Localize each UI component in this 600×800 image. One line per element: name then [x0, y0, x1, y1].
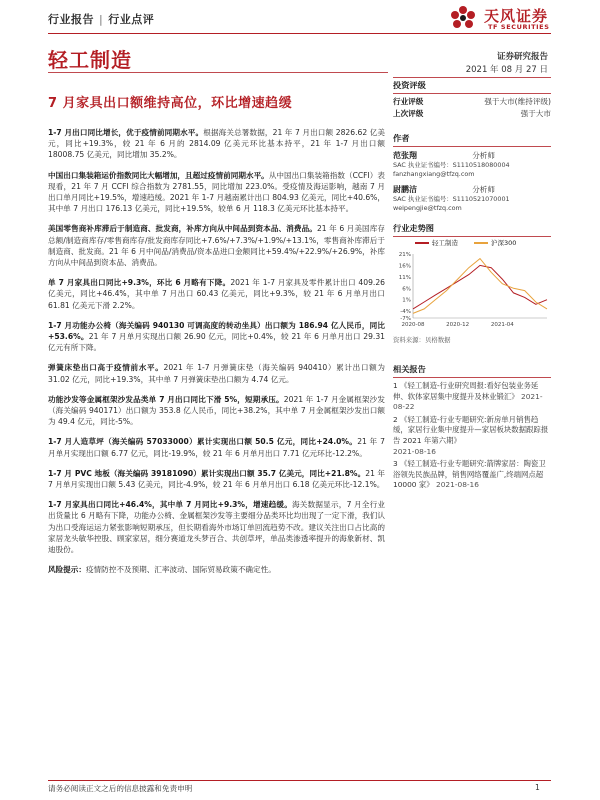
related-item[interactable] [393, 459, 551, 491]
legend-label: 轻工制造 [432, 239, 458, 247]
report-date: 2021 年 08 月 27 日 [465, 65, 548, 75]
brand-name-en: TF SECURITIES [488, 23, 550, 31]
page-number: 1 [535, 783, 540, 792]
breadcrumb [48, 11, 154, 27]
paragraph-lead: 1-7 月人造草坪（海关编码 57033000）累计实现出口额 50.5 亿元，同比+24.0%。 [48, 437, 358, 447]
footer-disclaimer: 请务必阅读正文之后的信息披露和免责申明 [48, 784, 193, 793]
authors-title: 作者 [393, 133, 410, 143]
trend-panel [393, 223, 551, 237]
related-title: 相关报告 [393, 364, 426, 374]
body-paragraph [48, 394, 385, 428]
paragraph-text: 21 年 7 月单月实现出口额 5.43 亿美元，同比-4.9%，较 21 年 6 月单月出口 6.18 亿美元环比-12.1%。 [48, 468, 385, 490]
analyst-email[interactable]: fanzhangxiang@tfzq.com [393, 170, 475, 178]
brand-name: 天风证券 [484, 7, 549, 25]
related-item[interactable] [393, 415, 551, 457]
paragraph-lead: 中国出口集装箱运价指数同比大幅增加，且超过疫情前同期水平。 [48, 170, 269, 180]
header-divider [48, 33, 551, 34]
analyst-header [393, 150, 551, 161]
related-divider [393, 377, 551, 378]
trend-title: 行业走势图 [393, 223, 434, 233]
breadcrumb-report: 行业报告 [48, 13, 94, 26]
x-tick-label: 2020-08 [401, 322, 425, 328]
analyst-header [393, 184, 551, 195]
related-item-text: 1 《轻工制造-行业研究周报:看好包装业务延伸、软体家居集中度提升及林业锻汇》 [393, 381, 539, 401]
paragraph-lead: 弹簧床垫出口高于疫情前水平。 [48, 363, 164, 373]
related-item-date: 2021-08-22 [393, 391, 543, 412]
paragraph-text: 从中国出口集装箱指数（CCFI）表现看，21 年 7 月 CCFI 综合指数为 2781.55，同比增加 223.0%。受疫情及海运影响，越南 7 月出口单月同比+19.5%，增速趋缓。2021 年 1-7 月越南累计出口 804.93 亿美元，同比+40.6%，其中单 7 月出口 176.13 亿美元，同比+19.5%，较单 6 月 118.3 亿美元环比基本持平。 [48, 170, 386, 214]
body-paragraph [48, 436, 385, 458]
paragraph-lead: 风险提示： [48, 565, 86, 575]
y-tick-label: 1% [402, 297, 411, 304]
brand-logo [446, 4, 551, 34]
prev-rating-row [393, 108, 551, 120]
authors-divider [393, 146, 551, 147]
y-tick-label: 11% [398, 274, 411, 281]
body-paragraph [48, 499, 385, 555]
legend-label: 沪深300 [491, 239, 517, 247]
title-divider [48, 72, 388, 73]
related-item-date: 2021-08-16 [436, 480, 479, 490]
paragraph-lead: 1-7 月功能办公椅（海关编码 940130 可调高度的转动坐具）出口额为 186.94 亿人民币，同比+53.6%。 [48, 320, 385, 342]
related-list [393, 381, 551, 491]
report-body [48, 127, 385, 585]
footer-divider [48, 780, 551, 781]
report-type: 证券研究报告 [496, 52, 548, 62]
y-tick-label: 21% [398, 252, 411, 258]
rating-row [393, 96, 551, 108]
body-paragraph [48, 127, 385, 161]
paragraph-lead: 1-7 月 PVC 地板（海关编码 39181090）累计实现出口额 35.7 亿美元，同比+21.8%。 [48, 468, 366, 478]
paragraph-text: 疫情防控不及预期、汇率波动、国际贸易政策不确定性。 [85, 565, 276, 575]
sector-title: 轻工制造 [48, 48, 132, 72]
paragraph-lead: 单 7 月家具出口同比+9.3%，环比 6 月略有下降。 [48, 278, 231, 288]
analyst-cert: SAC 执业证书编号：S1110518080004 [393, 161, 510, 169]
series-line [413, 259, 547, 314]
trend-divider [393, 236, 551, 237]
analyst-role: 分析师 [472, 151, 495, 160]
paragraph-lead: 1-7 月出口同比增长，优于疫情前同期水平。 [48, 128, 204, 137]
body-paragraph [48, 223, 385, 268]
trend-chart-svg [393, 238, 551, 330]
paragraph-text: 2021 年 1-7 月弹簧床垫（海关编码 940410）累计出口额为 31.02 亿元，同比+19.3%，其中单 7 月弹簧床垫出口额为 4.74 亿元。 [48, 363, 385, 384]
risk-warning [48, 564, 385, 575]
rating-value: 强于大市(维持评级) [484, 97, 551, 106]
prev-rating-value: 强于大市 [520, 109, 551, 118]
body-paragraph [48, 320, 385, 354]
authors-panel [393, 133, 551, 213]
paragraph-text: 2021 年 1-7 月家具及零件累计出口 409.26 亿美元，同比+46.4%，其中单 7 月出口 60.43 亿美元，同比+9.3%，较 21 年 6 月单月出口 61.81 亿美元下滑 2.2%。 [48, 278, 385, 310]
paragraph-lead: 功能沙发等金属框架沙发品类单 7 月出口同比下滑 5%，短期承压。 [48, 394, 284, 404]
related-item-text: 3 《轻工制造-行业专题研究:箭牌家居：陶瓷卫浴领先民族品牌，销售网络覆盖广,终端网点超 10000 家》 [393, 459, 546, 490]
paragraph-text: 海关数据显示，7 月全行业出货量比 6 月略有下降，功能办公椅、金属框架沙发等主要细分品类环比均出现了一定下滑，我们认为出口受海运运力紧张影响短期承压，但长期看海外市场订单回流趋势不改。建议关注出口占比高的家居龙头敏华控股、顾家家居，细分赛道龙头梦百合、共创草坪，单品类渗透率提升的海象新材、凯迪股份。 [48, 500, 385, 555]
x-tick-label: 2021-04 [490, 322, 514, 328]
analyst-name: 范张翔 [393, 151, 417, 160]
headline: 7 月家具出口额维持高位，环比增速趋缓 [48, 96, 293, 111]
related-item[interactable] [393, 381, 551, 413]
related-panel [393, 364, 551, 493]
y-tick-label: 6% [402, 286, 411, 293]
y-tick-label: -4% [400, 309, 411, 316]
paragraph-text: 根据海关总署数据，21 年 7 月出口额 2826.62 亿美元，同比+19.3%，较 21 年 6 月的 2814.09 亿美元环比基本持平，21 年 1-7 月出口额 18008.75 亿美元，同比增加 35.2%。 [48, 128, 385, 160]
date-divider [393, 77, 551, 78]
prev-rating-label: 上次评级 [393, 109, 424, 118]
body-paragraph [48, 277, 385, 311]
paragraph-lead: 美国零售商补库滞后于制造商、批发商，补库方向从中间品到资本品、消费品。 [48, 224, 317, 234]
rating-panel [393, 80, 551, 120]
analyst-role: 分析师 [472, 185, 495, 194]
rating-label: 行业评级 [393, 97, 424, 106]
paragraph-text: 21 年 6 月美国库存总额/制造商库存/零售商库存/批发商库存同比+7.6%/+7.3%/+1.9%/+13.1%，零售商补库滞后于制造商、批发商。21 年 6 月中间品/消费品/资本品进口金额同比+59.4%/+22.9%/+26.9%，补库方向从中间品到资本品、消费品。 [48, 224, 385, 268]
body-paragraph [48, 468, 385, 490]
paragraph-text: 2021 年 1-7 月金属框架沙发（海关编码 940171）出口额为 353.8 亿人民币，同比+38.2%，其中单 7 月金属框架沙发出口额为 49.4 亿元，同比-5%。 [48, 394, 385, 427]
related-item-date: 2021-08-16 [393, 446, 436, 456]
paragraph-text: 21 年 7 月单月实现出口额 6.77 亿元，同比-19.9%，较 21 年 6 月单月出口 7.71 亿元环比-12.2%。 [48, 437, 385, 458]
trend-chart [393, 238, 551, 330]
series-line [413, 265, 547, 309]
rating-title: 投资评级 [393, 80, 426, 90]
paragraph-text: 21 年 7 月单月实现出口额 26.90 亿元，同比+0.4%，较 21 年 6 月单月出口 29.31 亿元有所下降。 [48, 332, 385, 353]
chart-source: 资料来源：贝格数据 [393, 336, 451, 344]
analyst-cert: SAC 执业证书编号：S1110521070001 [393, 195, 510, 203]
body-paragraph [48, 362, 385, 384]
rating-divider [393, 93, 551, 94]
paragraph-lead: 1-7 月家具出口同比+46.4%，其中单 7 月同比+9.3%，增速趋缓。 [48, 500, 292, 510]
breadcrumb-review: 行业点评 [108, 13, 155, 26]
breadcrumb-separator: | [99, 13, 104, 26]
analyst-name: 尉鹏洁 [393, 185, 417, 194]
analyst-entry [393, 184, 551, 213]
related-item-text: 2 《轻工制造-行业专题研究:新房单月销售趋缓，家居行业集中度提升—家居板块数据跟踪报告 2021 年第六期》 [393, 414, 549, 445]
y-tick-label: -7% [400, 316, 411, 322]
analyst-email[interactable]: weipengjie@tfzq.com [393, 204, 462, 212]
analyst-entry [393, 150, 551, 179]
brand-emblem-icon [446, 4, 480, 34]
x-tick-label: 2020-12 [446, 322, 470, 328]
y-tick-label: 16% [398, 263, 411, 270]
body-paragraph [48, 170, 385, 215]
